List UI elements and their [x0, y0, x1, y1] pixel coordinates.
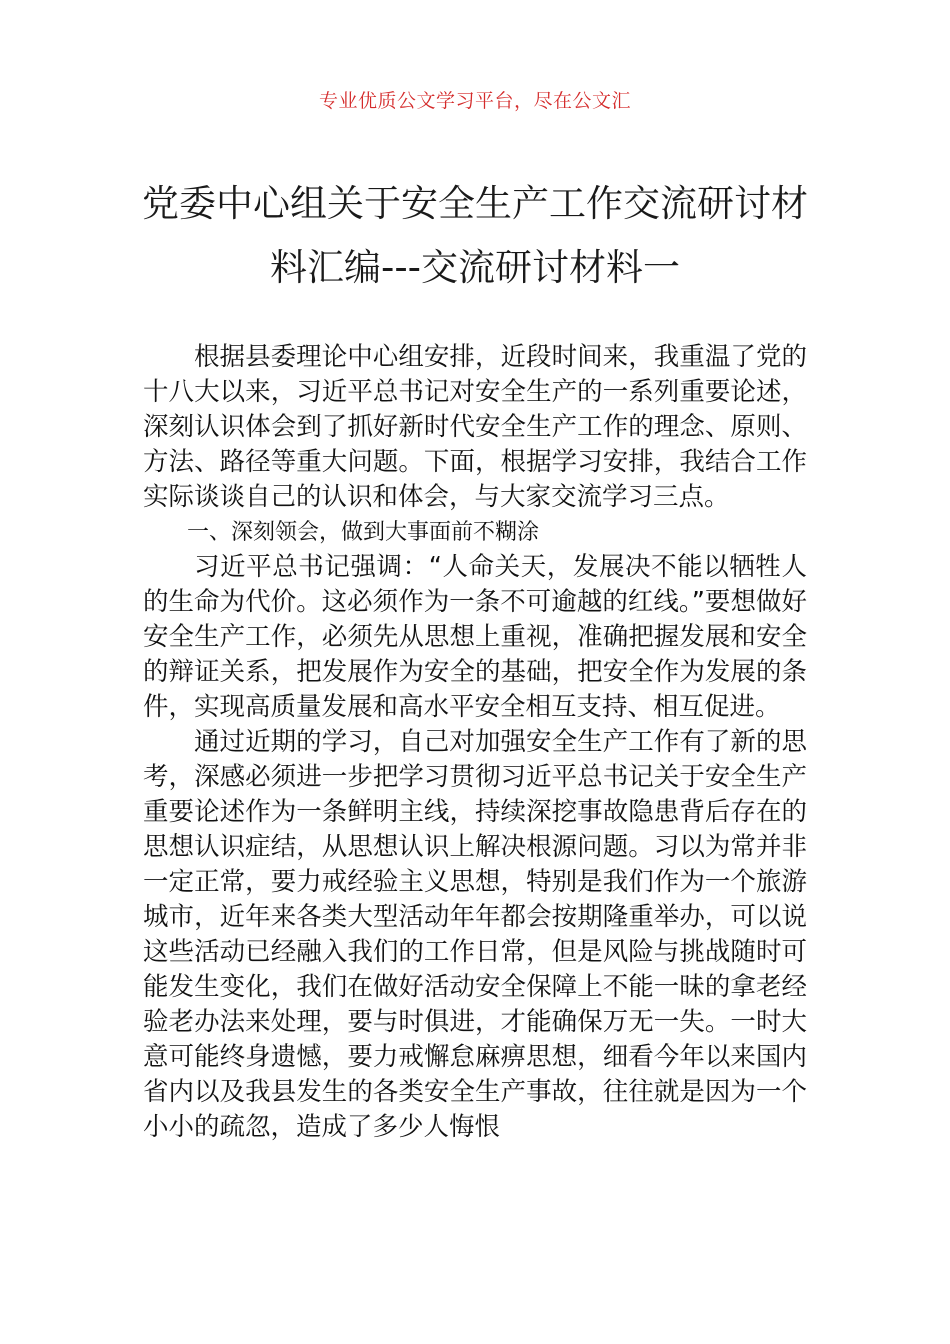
body-paragraph: 习近平总书记强调：“人命关天，发展决不能以牺牲人的生命为代价。这必须作为一条不可逾越的红线。”要想做好安全生产工作，必须先从思想上重视，准确把握发展和安全的辩证关系，把发展作为安全的基础，把安全作为发展的条件，实现高质量发展和高水平安全相互支持、相互促进。 — [143, 552, 807, 722]
document-body — [143, 340, 807, 1145]
header-banner: 专业优质公文学习平台，尽在公文汇 — [318, 90, 631, 112]
document-title: 党委中心组关于安全生产工作交流研讨材料汇编---交流研讨材料一 — [142, 182, 808, 289]
intro-paragraph: 根据县委理论中心组安排，近段时间来，我重温了党的十八大以来，习近平总书记对安全生产的一系列重要论述，深刻认识体会到了抓好新时代安全生产工作的理念、原则、方法、路径等重大问题。下面，根据学习安排，我结合工作实际谈谈自己的认识和体会，与大家交流学习三点。 — [143, 342, 807, 512]
body-paragraph: 通过近期的学习，自己对加强安全生产工作有了新的思考，深感必须进一步把学习贯彻习近平总书记关于安全生产重要论述作为一条鲜明主线，持续深挖事故隐患背后存在的思想认识症结，从思想认识上解决根源问题。习以为常并非一定正常，要力戒经验主义思想，特别是我们作为一个旅游城市，近年来各类大型活动年年都会按期隆重举办，可以说这些活动已经融入我们的工作日常，但是风险与挑战随时可能发生变化，我们在做好活动安全保障上不能一昧的拿老经验老办法来处理，要与时俱进，才能确保万无一失。一时大意可能终身遗憾，要力戒懈怠麻痹思想，细看今年以来国内省内以及我县发生的各类安全生产事故，往往就是因为一个小小的疏忽，造成了多少人悔恨 — [143, 727, 807, 1142]
section-heading-1: 一、深刻领会，做到大事面前不糊涂 — [187, 520, 540, 545]
